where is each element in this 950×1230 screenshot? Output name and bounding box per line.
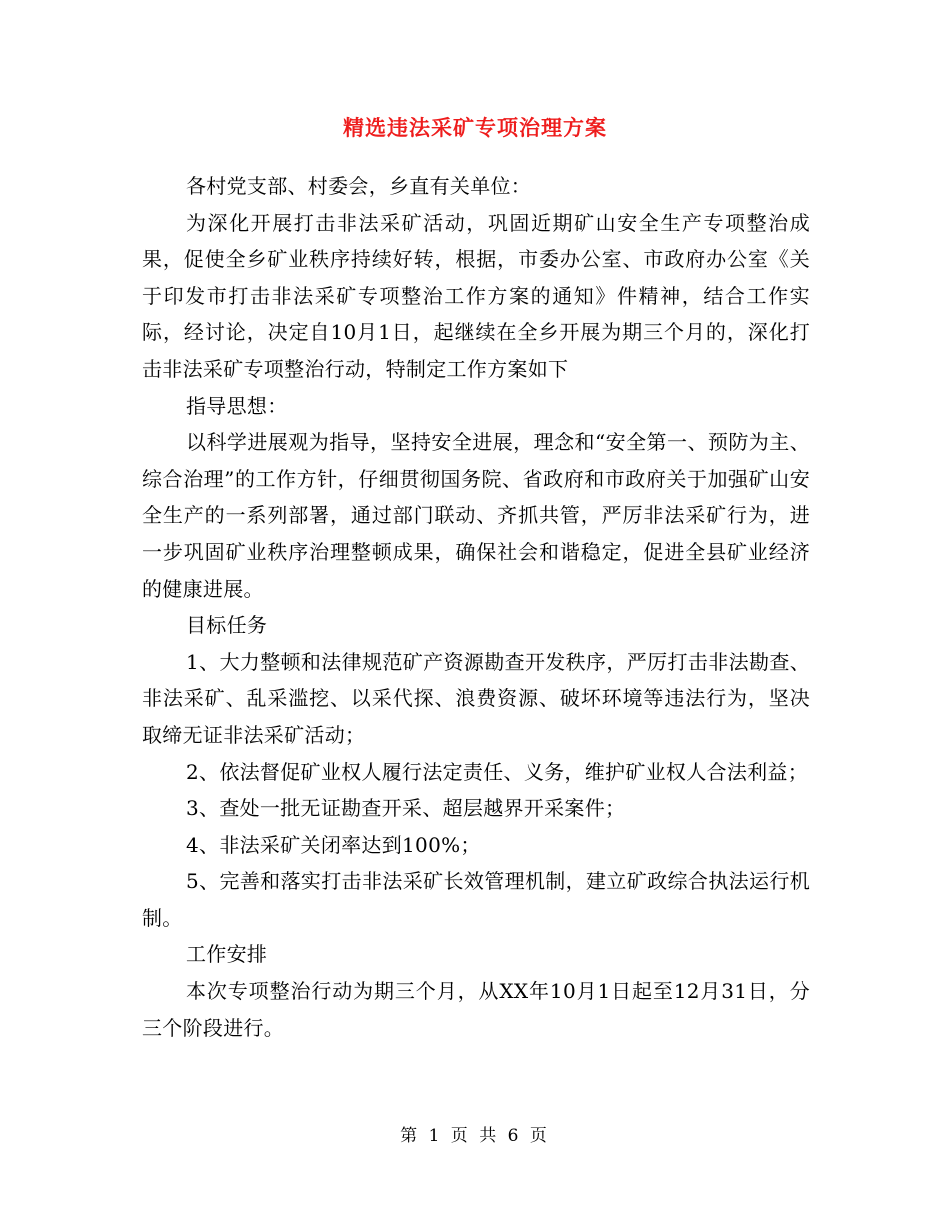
heading-objectives: 目标任务 [186,613,268,638]
paragraph-objective-5: 5、完善和落实打击非法采矿长效管理机制，建立矿政综合执法运行机制。 [142,869,810,930]
paragraph-objective-1: 1、大力整顿和法律规范矿产资源勘查开发秩序，严厉打击非法勘查、非法采矿、乱采滥挖、以采代探、浪费资源、破坏环境等违法行为，坚决取缔无证非法采矿活动； [142,649,810,747]
document-body [142,168,810,1046]
paragraph-objective-3: 3、查处一批无证勘查开采、超层越界开采案件； [186,796,626,821]
paragraph-intro: 为深化开展打击非法采矿活动，巩固近期矿山安全生产专项整治成果，促使全乡矿业秩序持续好转，根据，市委办公室、市政府办公室《关于印发市打击非法采矿专项整治工作方案的通知》件精神，结合工作实际，经讨论，决定自10月1日，起继续在全乡开展为期三个月的，深化打击非法采矿专项整治行动，特制定工作方案如下 [142,210,810,381]
heading-guiding-ideology: 指导思想： [186,393,288,418]
paragraph-work-arrangement: 本次专项整治行动为期三个月，从XX年10月1日起至12月31日，分三个阶段进行。 [142,979,810,1040]
page-footer: 第 1 页 共 6 页 [400,1126,550,1146]
paragraph-guiding-ideology: 以科学进展观为指导，坚持安全进展，理念和“安全第一、预防为主、综合治理”的工作方针，仔细贯彻国务院、省政府和市政府关于加强矿山安全生产的一系列部署，通过部门联动、齐抓共管，严厉非法采矿行为，进一步巩固矿业秩序治理整顿成果，确保社会和谐稳定，促进全县矿业经济的健康进展。 [142,430,810,601]
paragraph-objective-4: 4、非法采矿关闭率达到100%； [186,832,481,857]
document-title: 精选违法采矿专项治理方案 [343,115,607,140]
heading-work-arrangement: 工作安排 [186,942,268,967]
paragraph-salutation: 各村党支部、村委会，乡直有关单位： [186,174,532,198]
paragraph-objective-2: 2、依法督促矿业权人履行法定责任、义务，维护矿业权人合法利益； [186,759,809,784]
